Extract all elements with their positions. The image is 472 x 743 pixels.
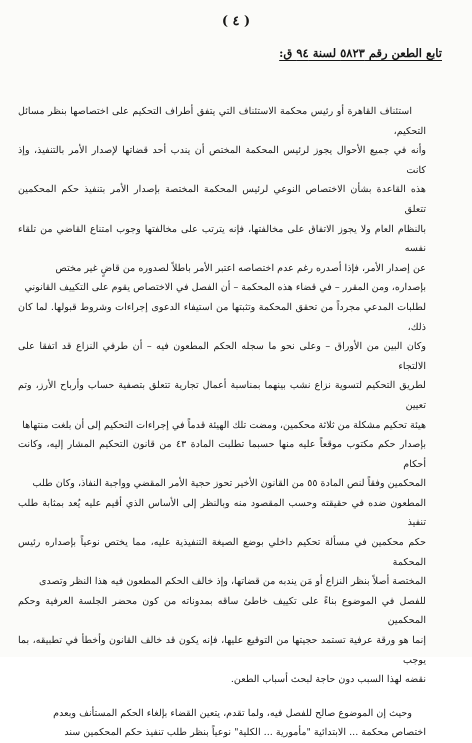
text-line: وحيث إن الموضوع صالح للفصل فيه، ولما تقدم، يتعين القضاء بإلغاء الحكم المستأنف وبعدم [53,707,412,719]
paragraph-gap [18,690,426,704]
text-line: بالنظام العام ولا يجوز الاتفاق على مخالفتها، فإنه يترتب على مخالفتها وجوب امتناع القاضي من تلقاء نفسه [18,223,426,255]
text-line: اختصاص محكمة ... الابتدائية "مأمورية ... الكلية" نوعياً بنظر طلب تنفيذ حكم المحكمين سند [64,727,426,739]
text-line: نقضه لهذا السبب دون حاجة لبحث أسباب الطعن. [230,674,426,686]
text-line: إنما هو ورقة عرفية تستمد حجيتها من التوقيع عليها، فإنه يكون قد خالف القانون وأخطأ في تطبيقه، بما يوجب [18,635,426,666]
text-line: المحكمين وفقاً لنص المادة ٥٥ من القانون الأخير تحوز حجية الأمر المقضي وواجبة النفاذ، وكان طلب [32,478,426,490]
text-line: وأنه في جميع الأحوال يجوز لرئيس المحكمة المختص أن يندب أحد قضاتها لإصدار الأمر بالتنفيذ، وإذ كانت [18,145,426,176]
text-line: هذه القاعدة بشأن الاختصاص النوعي لرئيس المحكمة المختصة بإصدار الأمر بتنفيذ حكم المحكمين تتعلق [18,184,426,215]
text-line: هيئة تحكيم مشكلة من ثلاثة محكمين، ومضت تلك الهيئة قدماً في إجراءات التحكيم إلى أن بلغت منتهاها [22,419,426,431]
text-line: حكم محكمين في مسألة تحكيم داخلي بوضع الصيغة التنفيذية عليه، مما يختص نوعياً بإصداره رئيس المحكمة [18,537,426,568]
text-line: بإصدار حكم مكتوب موقعاً عليه منها حسبما تطلبت المادة ٤٣ من قانون التحكيم المشار إليه، وكانت أحكام [18,439,426,470]
paragraph-2 [18,704,426,743]
text-line: بإصداره، ومن المقرر – في قضاء هذه المحكمة – أن الفصل في الاختصاص يقوم على التكييف القانوني [24,282,426,294]
text-line: المختصة أصلاً بنظر النزاع أو مَن يندبه من قضاتها، وإذ خالف الحكم المطعون فيه هذا النظر وتصدى [38,576,426,588]
text-line: لطريق التحكيم لتسوية نزاع نشب بينهما بمناسبة أعمال تجارية تتعلق بتصفية حساب وأرباح الأرز، وتم تعيين [18,380,426,411]
page-number: ( ٤ ) [221,14,251,29]
text-line: عن إصدار الأمر، فإذا أصدره رغم عدم اختصاصه اعتبر الأمر باطلاً لصدوره من قاضٍ غير مختص [55,262,426,274]
document-body [18,102,426,743]
text-line: لطلبات المدعي مجرداً من تحقق المحكمة وتثبتها من استيفاء الدعوى إجراءات وشروط قبولها. لما كان ذلك، [18,301,426,333]
text-line: استئناف القاهرة أو رئيس محكمة الاستئناف التي يتفق أطراف التحكيم على اختصاصها بنظر مسائل التحكيم، [18,106,426,137]
case-header: تابع الطعن رقم ٥٨٢٣ لسنة ٩٤ ق: [279,46,442,60]
text-line: وكان البين من الأوراق – وعلى نحو ما سجله الحكم المطعون فيه – أن طرفي النزاع قد اتفقا على الالتجاء [18,341,426,372]
paragraph-1 [18,102,426,690]
text-line: للفصل في الموضوع بناءً على تكييف خاطئ ساقه بمدوناته من كون محضر الجلسة العرفية وحكم المحكمين [18,595,426,627]
text-line: المطعون ضده في حقيقته وحسب المقصود منه وبالنظر إلى الأساس الذي أقيم عليه يُعد بمثابة طلب تنفيذ [18,497,426,529]
